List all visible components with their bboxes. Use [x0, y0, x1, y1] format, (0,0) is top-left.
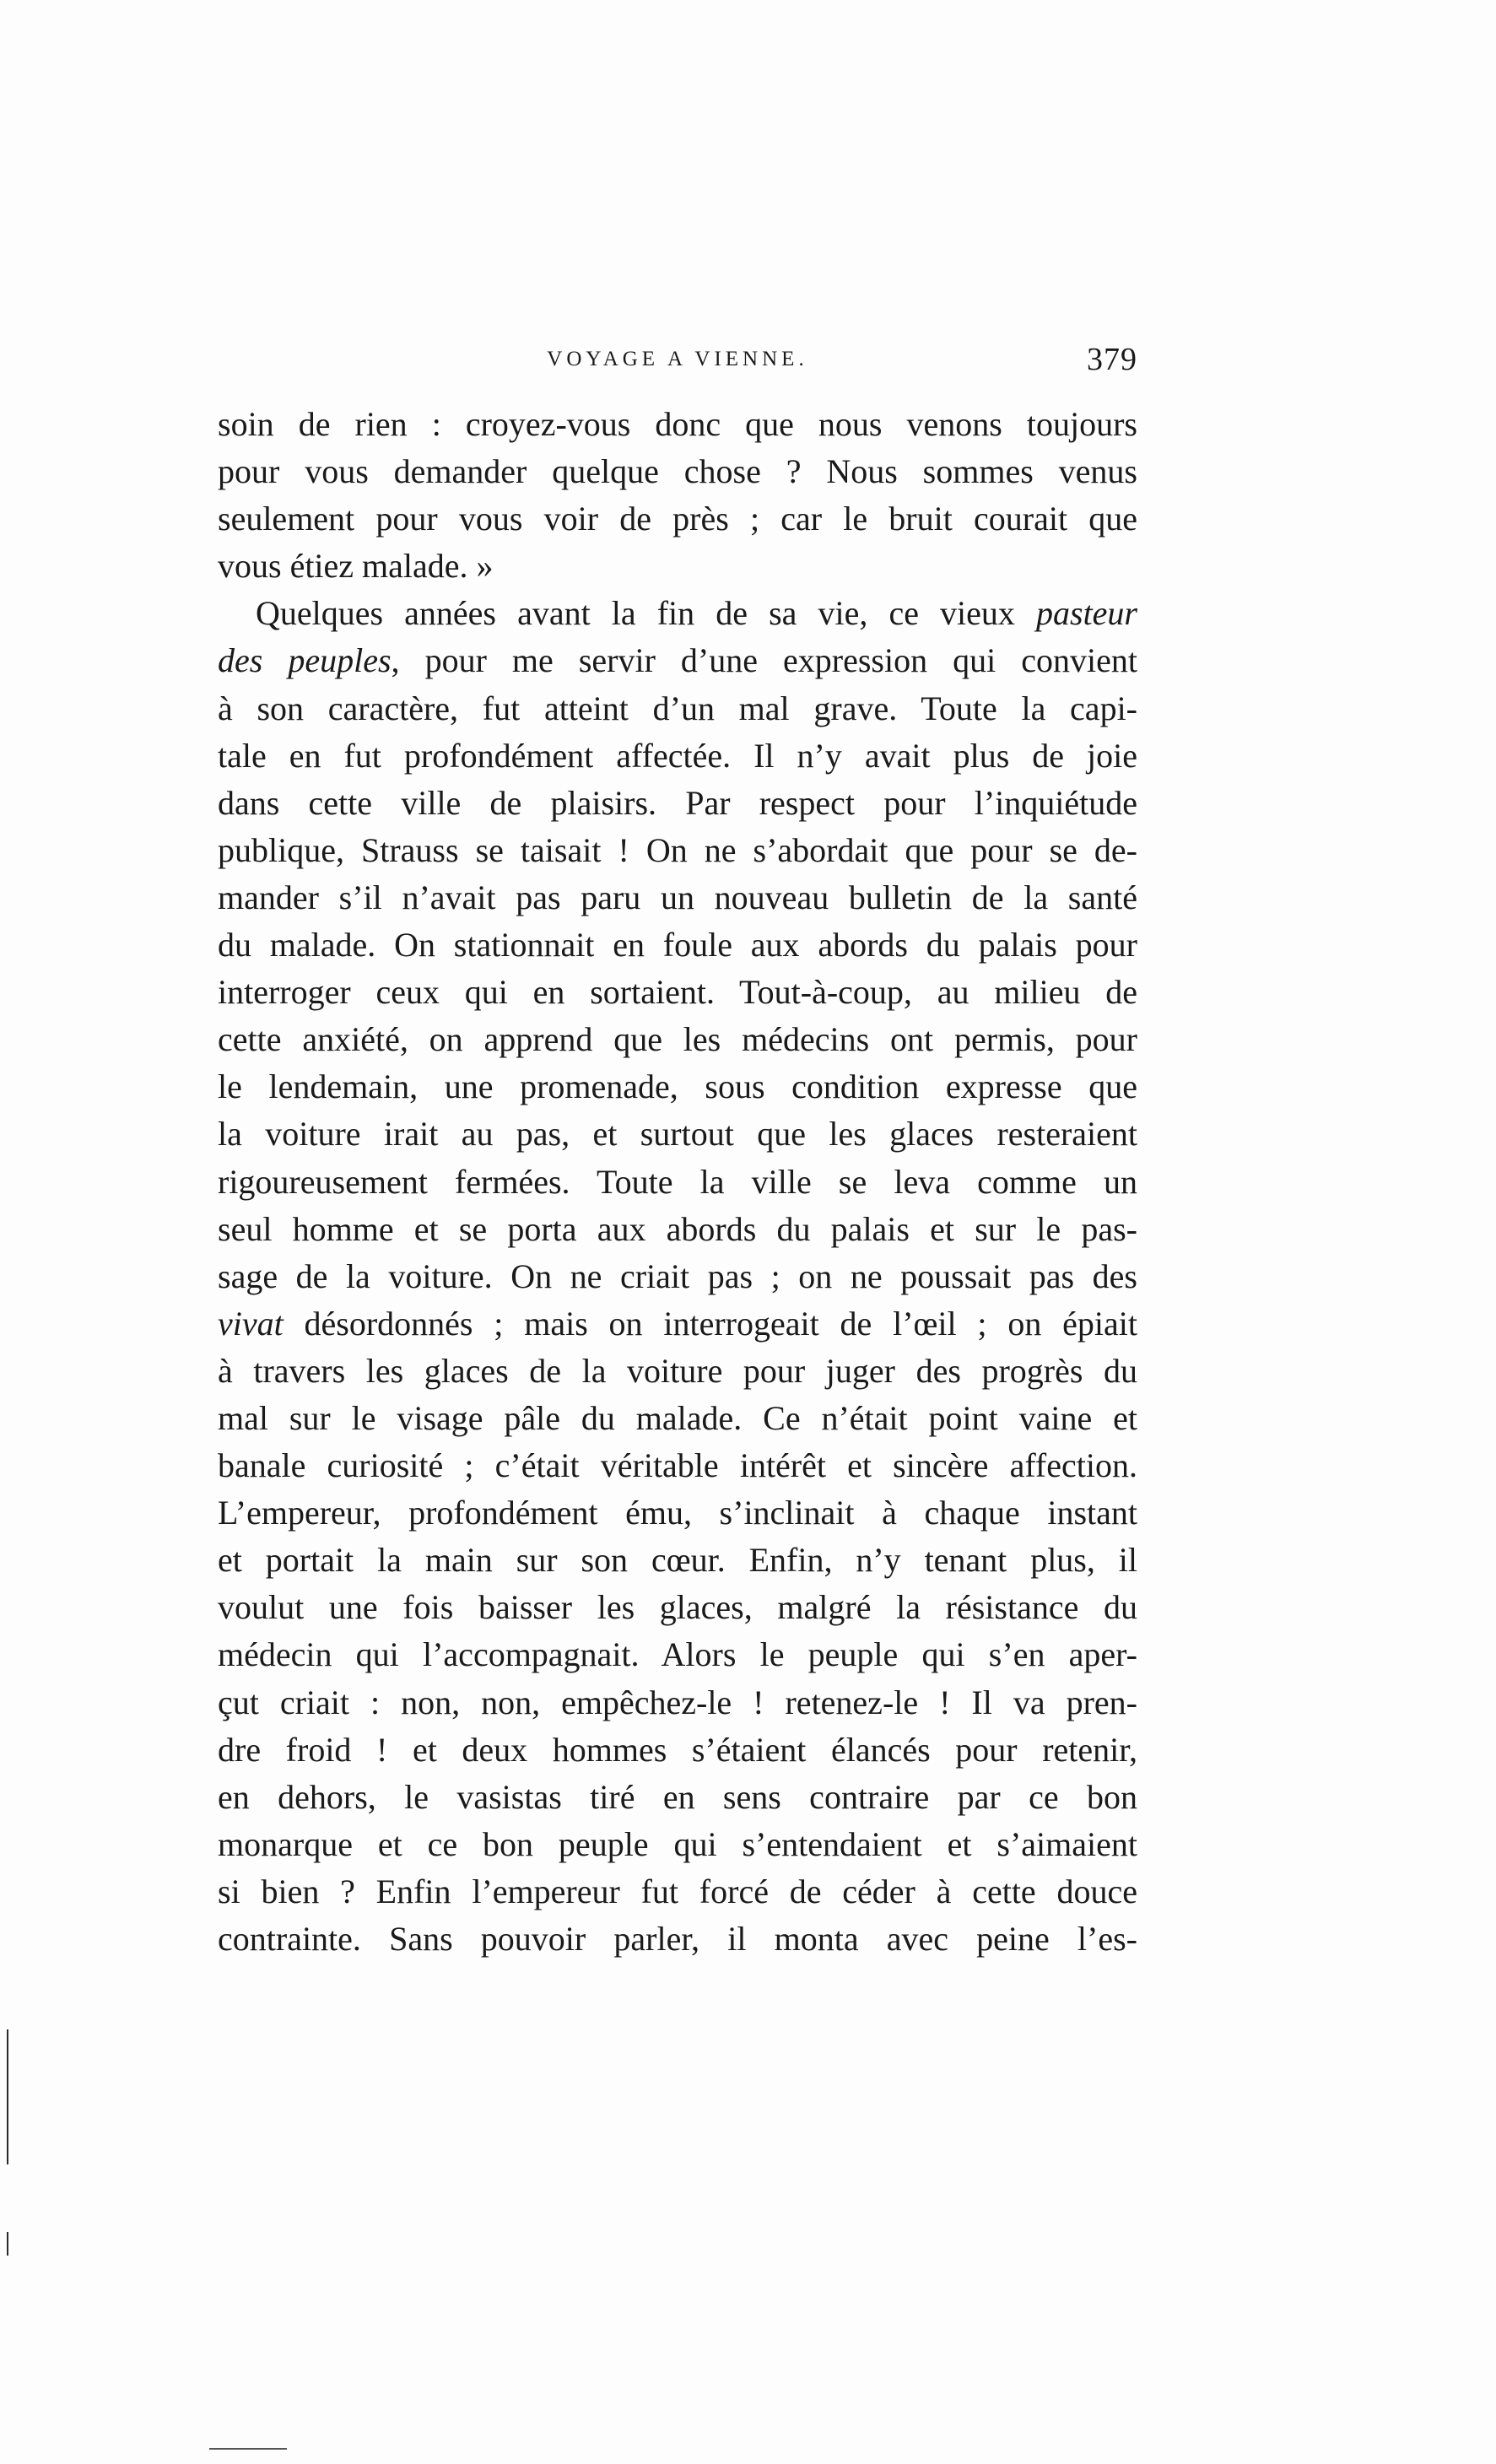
- text-segment: Quelques années avant la fin de sa vie, ce vieux: [256, 594, 1036, 633]
- text-segment: publique, Strauss se taisait ! On ne s’abordait que pour se de-: [218, 830, 1137, 869]
- text-line: [218, 495, 1137, 543]
- text-line: [218, 1916, 1137, 1963]
- text-segment: et portait la main sur son cœur. Enfin, n’y tenant plus, il: [218, 1541, 1137, 1580]
- text-segment: du malade. On stationnait en foule aux abords du palais pour: [218, 926, 1137, 965]
- text-segment: mander s’il n’avait pas paru un nouveau bulletin de la santé: [218, 878, 1137, 916]
- text-line: [218, 874, 1137, 921]
- text-line: [218, 1774, 1137, 1821]
- text-line: [218, 1300, 1137, 1348]
- text-segment: seul homme et se porta aux abords du palais et sur le pas-: [218, 1209, 1137, 1248]
- italic-text: des peuples: [218, 641, 392, 680]
- margin-line: [7, 2029, 8, 2164]
- text-segment: cette anxiété, on apprend que les médecins ont permis, pour: [218, 1020, 1137, 1059]
- text-line: [218, 1631, 1137, 1678]
- text-line: [218, 780, 1137, 827]
- page-header: [218, 344, 1137, 386]
- running-title: VOYAGE A VIENNE.: [547, 348, 808, 370]
- text-line: [218, 543, 1137, 590]
- text-line: [218, 1253, 1137, 1300]
- text-line: [218, 732, 1137, 780]
- text-segment: vous étiez malade. »: [218, 547, 494, 586]
- text-line: [218, 448, 1137, 495]
- text-segment: , pour me servir d’une expression qui convient: [391, 641, 1137, 680]
- text-segment: rigoureusement fermées. Toute la ville se leva comme un: [218, 1162, 1137, 1201]
- text-segment: seulement pour vous voir de près ; car le bruit courait que: [218, 500, 1137, 538]
- text-segment: interroger ceux qui en sortaient. Tout-à-coup, au milieu de: [218, 973, 1137, 1012]
- text-line: [218, 637, 1137, 684]
- text-line: [218, 969, 1137, 1016]
- text-segment: soin de rien : croyez-vous donc que nous venons toujours: [218, 405, 1137, 443]
- text-line: [218, 827, 1137, 874]
- text-segment: L’empereur, profondément ému, s’inclinait à chaque instant: [218, 1494, 1137, 1532]
- text-segment: banale curiosité ; c’était véritable intérêt et sincère affection.: [218, 1446, 1137, 1485]
- text-segment: dre froid ! et deux hommes s’étaient élancés pour retenir,: [218, 1730, 1137, 1769]
- text-line: [218, 590, 1137, 637]
- text-segment: le lendemain, une promenade, sous condition expresse que: [218, 1067, 1137, 1106]
- text-line: [218, 1016, 1137, 1063]
- body-text: [218, 401, 1137, 1963]
- text-line: [218, 1159, 1137, 1206]
- text-segment: si bien ? Enfin l’empereur fut forcé de céder à cette douce: [218, 1872, 1137, 1910]
- text-line: [218, 1868, 1137, 1916]
- text-line: [218, 1063, 1137, 1110]
- text-line: [218, 1442, 1137, 1489]
- text-segment: sage de la voiture. On ne criait pas ; on ne poussait pas des: [218, 1256, 1137, 1295]
- text-line: [218, 1489, 1137, 1537]
- text-line: [218, 1110, 1137, 1158]
- text-segment: çut criait : non, non, empêchez-le ! retenez-le ! Il va pren-: [218, 1683, 1137, 1721]
- page-number: 379: [1087, 342, 1137, 377]
- text-segment: monarque et ce bon peuple qui s’entendaient et s’aimaient: [218, 1824, 1137, 1863]
- text-segment: désordonnés ; mais on interrogeait de l’œil ; on épiait: [283, 1304, 1137, 1343]
- text-segment: à travers les glaces de la voiture pour juger des progrès du: [218, 1351, 1137, 1390]
- text-line: [218, 401, 1137, 448]
- text-line: [218, 1206, 1137, 1253]
- text-segment: en dehors, le vasistas tiré en sens contraire par ce bon: [218, 1777, 1137, 1816]
- text-segment: voulut une fois baisser les glaces, malgré la résistance du: [218, 1588, 1137, 1627]
- margin-line: [7, 2232, 8, 2256]
- text-segment: la voiture irait au pas, et surtout que les glaces resteraient: [218, 1115, 1137, 1154]
- text-line: [218, 1584, 1137, 1631]
- footer-dash: [209, 2448, 287, 2450]
- text-segment: médecin qui l’accompagnait. Alors le peuple qui s’en aper-: [218, 1635, 1137, 1674]
- text-line: [218, 1726, 1137, 1774]
- italic-text: pasteur: [1036, 594, 1137, 633]
- text-segment: dans cette ville de plaisirs. Par respect pour l’inquiétude: [218, 783, 1137, 822]
- text-segment: mal sur le visage pâle du malade. Ce n’était point vaine et: [218, 1398, 1137, 1437]
- text-line: [218, 1395, 1137, 1442]
- text-line: [218, 1679, 1137, 1726]
- text-segment: à son caractère, fut atteint d’un mal grave. Toute la capi-: [218, 689, 1137, 727]
- italic-text: vivat: [218, 1304, 284, 1343]
- text-segment: pour vous demander quelque chose ? Nous sommes venus: [218, 452, 1137, 491]
- text-line: [218, 1537, 1137, 1584]
- text-line: [218, 1821, 1137, 1868]
- text-line: [218, 685, 1137, 732]
- text-line: [218, 921, 1137, 969]
- text-segment: tale en fut profondément affectée. Il n’y avait plus de joie: [218, 736, 1137, 775]
- text-line: [218, 1348, 1137, 1395]
- text-segment: contrainte. Sans pouvoir parler, il monta avec peine l’es-: [218, 1920, 1137, 1958]
